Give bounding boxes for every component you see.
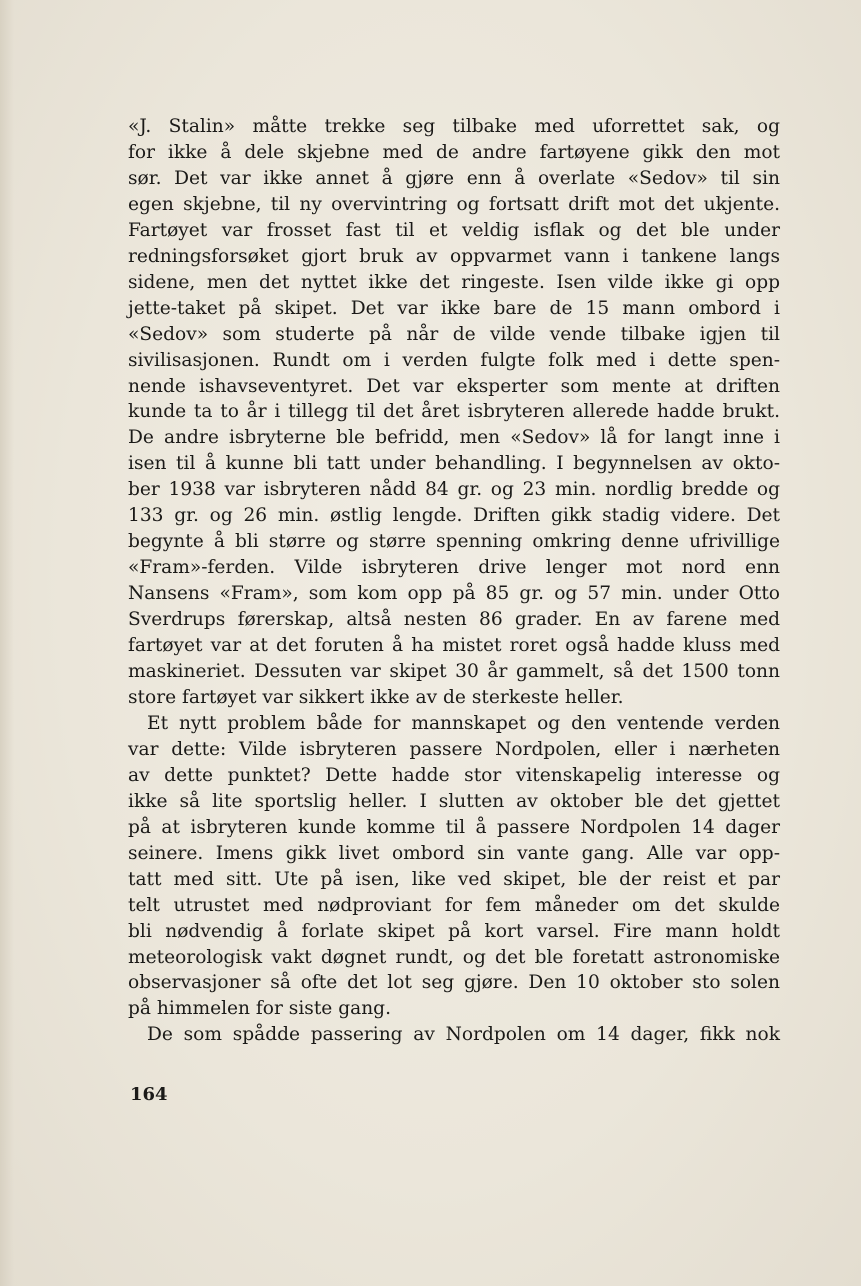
text-line: isen til å kunne bli tatt under behandling. I begynnelsen av okto- [128,453,780,475]
text-line: for ikke å dele skjebne med de andre fartøyene gikk den mot [128,141,780,163]
text-line: Fartøyet var frosset fast til et veldig isflak og det ble under [128,219,780,241]
text-line: sivilisasjonen. Rundt om i verden fulgte folk med i dette spen- [128,349,780,371]
text-line: seinere. Imens gikk livet ombord sin vante gang. Alle var opp- [128,842,780,864]
text-line: «Fram»-ferden. Vilde isbryteren drive lenger mot nord enn [128,557,780,579]
page-number: 164 [130,1084,168,1105]
text-line: var dette: Vilde isbryteren passere Nordpolen, eller i nærheten [128,738,780,760]
text-line: telt utrustet med nødproviant for fem måneder om det skulde [128,894,780,916]
paragraph [128,711,780,1022]
text-line: redningsforsøket gjort bruk av oppvarmet vann i tankene langs [128,245,780,267]
text-line: Sverdrups førerskap, altså nesten 86 grader. En av farene med [128,609,780,631]
text-line: observasjoner så ofte det lot seg gjøre. Den 10 oktober sto solen [128,972,780,994]
paragraph [128,114,780,711]
text-line: «Sedov» som studerte på når de vilde vende tilbake igjen til [128,323,780,345]
text-line: egen skjebne, til ny overvintring og fortsatt drift mot det ukjente. [128,193,780,215]
text-line: av dette punktet? Dette hadde stor vitenskapelig interesse og [128,764,780,786]
text-line: nende ishavseventyret. Det var eksperter som mente at driften [128,375,780,397]
text-line: Et nytt problem både for mannskapet og den ventende verden [147,712,780,734]
text-line: ber 1938 var isbryteren nådd 84 gr. og 23 min. nordlig bredde og [128,479,780,501]
text-line: bli nødvendig å forlate skipet på kort varsel. Fire mann holdt [128,920,780,942]
text-line: jette-taket på skipet. Det var ikke bare de 15 mann ombord i [128,297,780,319]
text-line: meteorologisk vakt døgnet rundt, og det ble foretatt astronomiske [128,946,780,968]
text-line: store fartøyet var sikkert ikke av de sterkeste heller. [128,686,624,708]
text-line: på himmelen for siste gang. [128,998,391,1020]
body-text [128,114,780,1048]
text-line: på at isbryteren kunde komme til å passere Nordpolen 14 dager [128,816,780,838]
text-line: 133 gr. og 26 min. østlig lengde. Driften gikk stadig videre. Det [128,505,780,527]
text-line: maskineriet. Dessuten var skipet 30 år gammelt, så det 1500 tonn [128,661,780,683]
text-line: ikke så lite sportslig heller. I slutten av oktober ble det gjettet [128,790,780,812]
text-line: «J. Stalin» måtte trekke seg tilbake med uforrettet sak, og [128,116,780,137]
text-line: tatt med sitt. Ute på isen, like ved skipet, ble der reist et par [128,868,780,890]
text-line: fartøyet var at det foruten å ha mistet roret også hadde kluss med [128,635,780,657]
text-line: begynte å bli større og større spenning omkring denne ufrivillige [128,531,780,553]
text-line: De som spådde passering av Nordpolen om 14 dager, fikk nok [147,1024,780,1046]
paragraph [128,1022,780,1048]
text-line: kunde ta to år i tillegg til det året isbryteren allerede hadde brukt. [128,401,780,423]
text-line: sidene, men det nyttet ikke det ringeste. Isen vilde ikke gi opp [128,271,780,293]
text-line: Nansens «Fram», som kom opp på 85 gr. og 57 min. under Otto [128,583,780,605]
text-line: sør. Det var ikke annet å gjøre enn å overlate «Sedov» til sin [128,167,780,189]
text-line: De andre isbryterne ble befridd, men «Sedov» lå for langt inne i [128,427,780,449]
